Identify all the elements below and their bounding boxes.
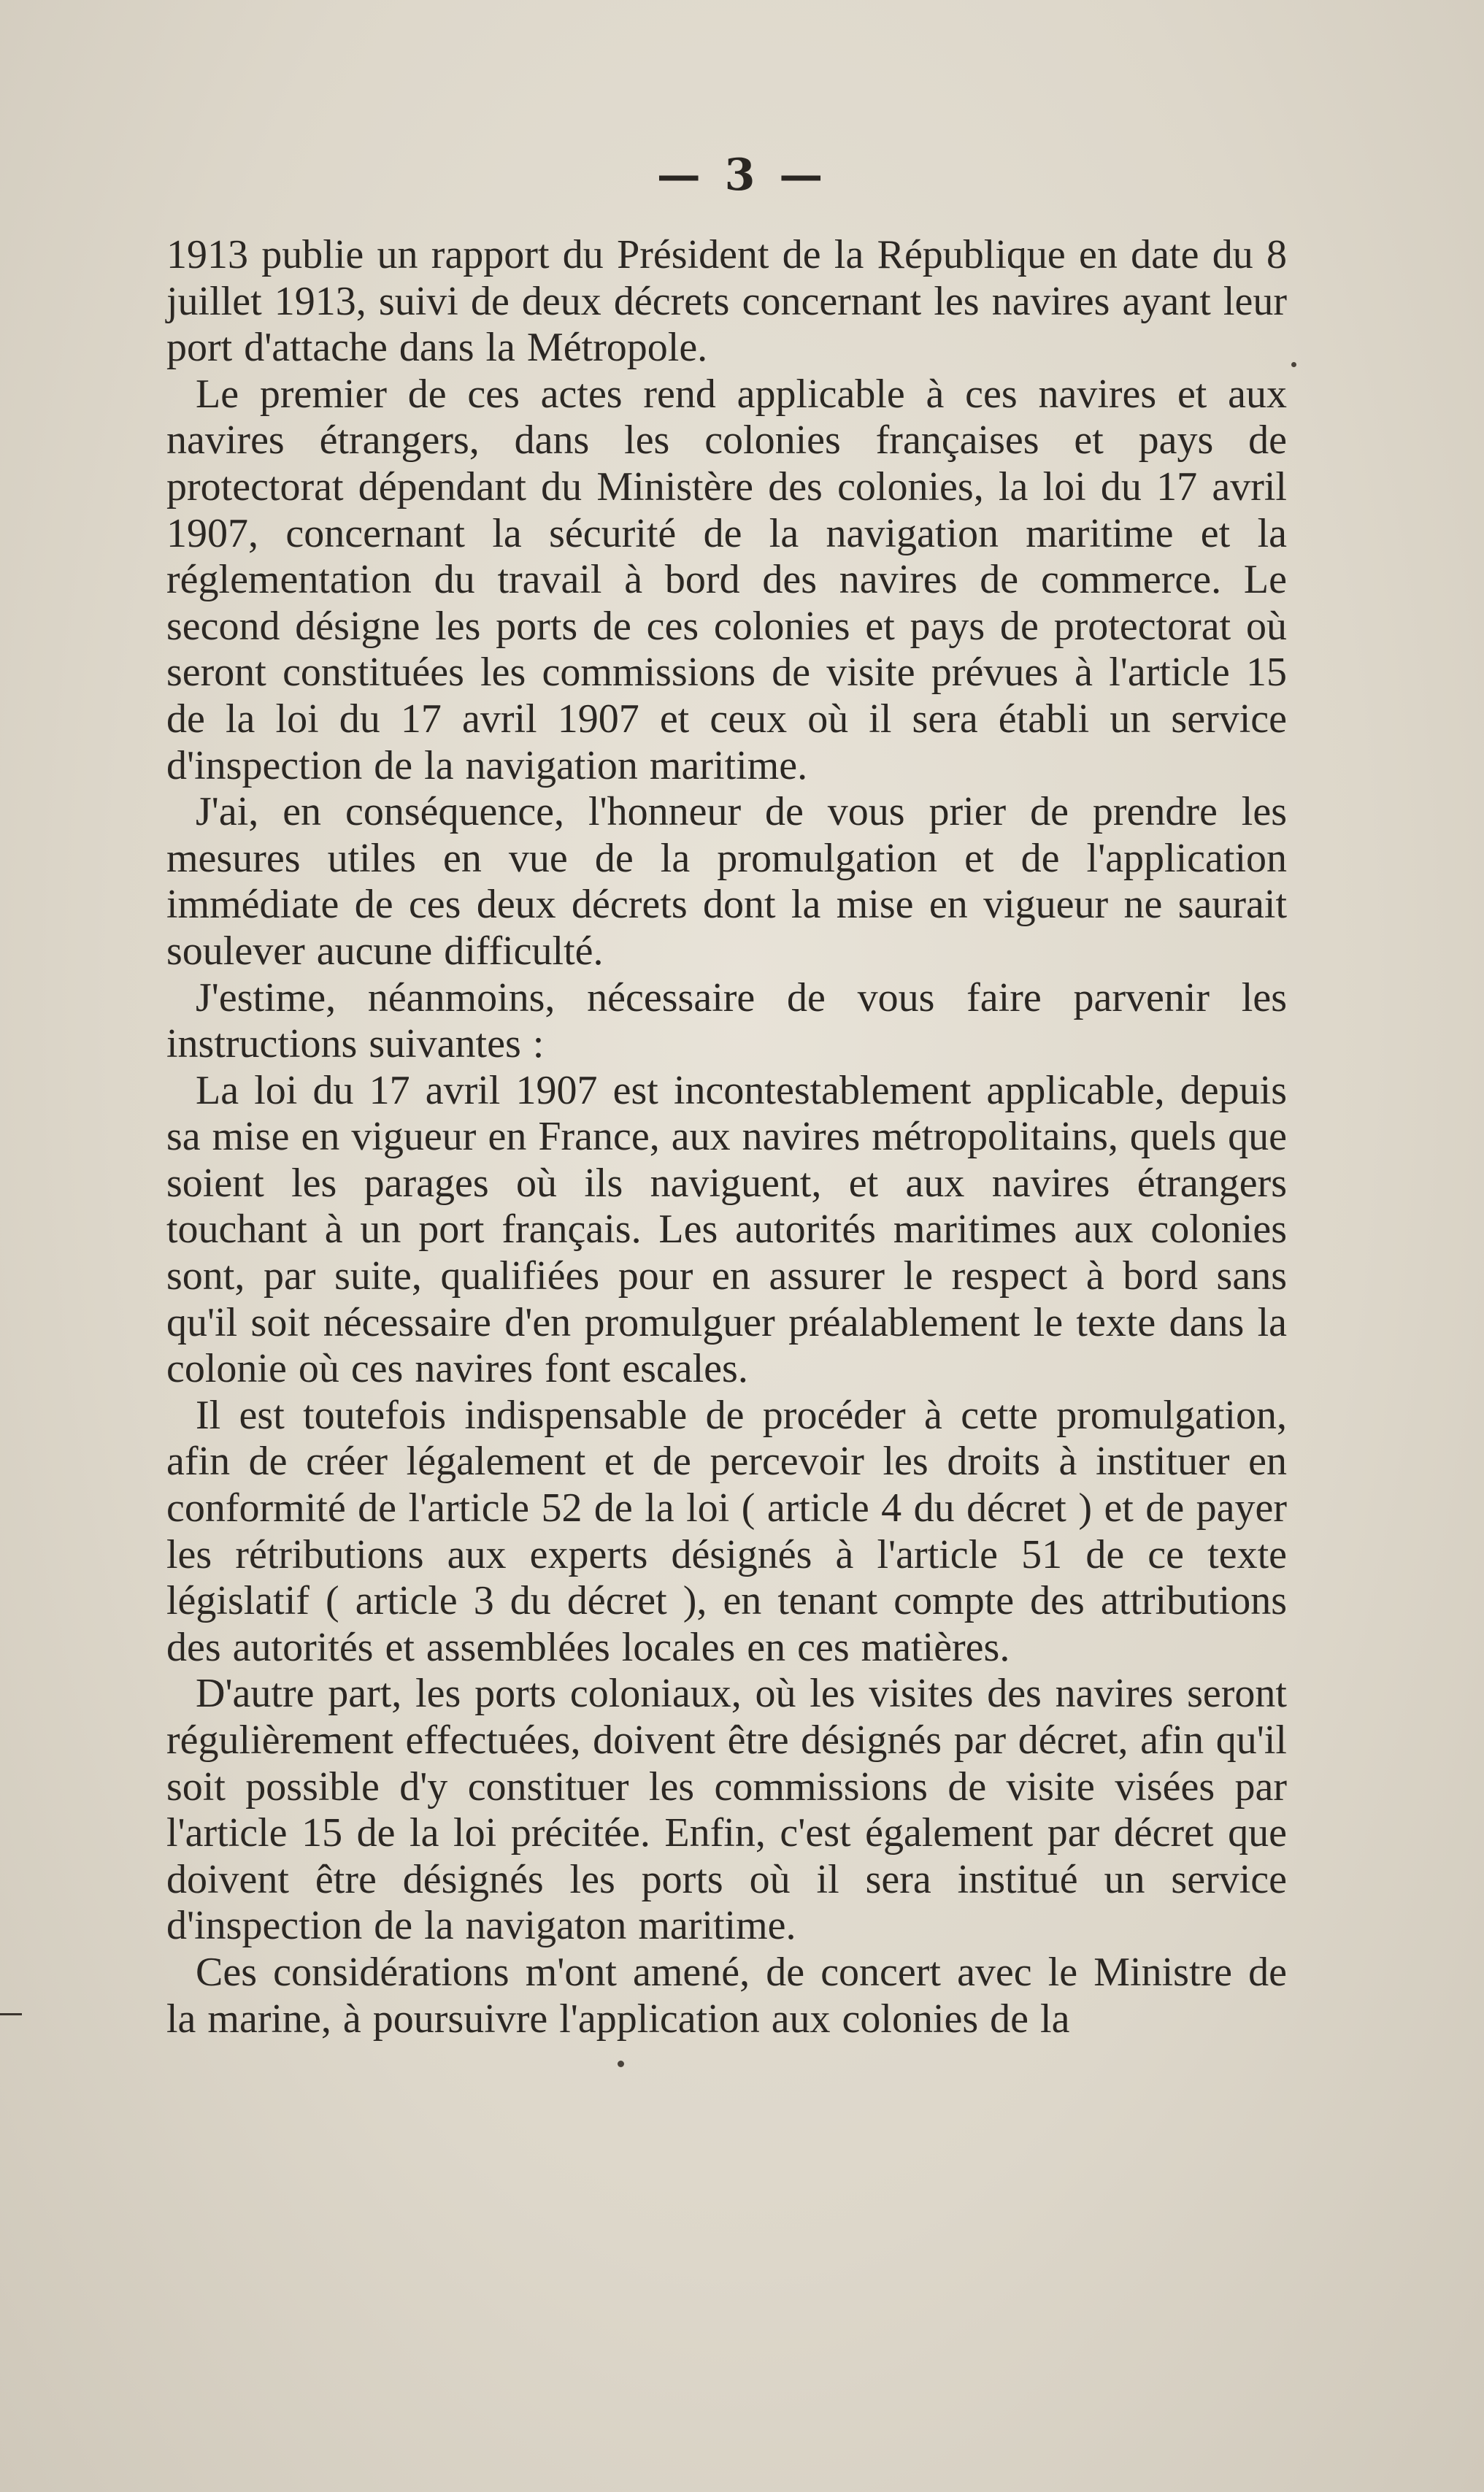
paragraph-1: 1913 publie un rapport du Président de la République en date du 8 juillet 1913, suivi de deux décrets concernant les navires ayant leur port d'attache dans la Métropole. (166, 232, 1287, 371)
paragraph-3: J'ai, en conséquence, l'honneur de vous prier de prendre les mesures utiles en vue de la promulgation et de l'application immédiate de ces deux décrets dont la mise en vigueur ne saurait soulever aucune difficulté. (166, 789, 1287, 974)
paragraph-6: Il est toutefois indispensable de procéder à cette promulgation, afin de créer légalement et de percevoir les droits à instituer en conformité de l'article 52 de la loi ( article 4 du décret ) et de payer les rétributions aux experts désignés à l'article 51 de ce texte législatif ( article 3 du décret ), en tenant compte des attributions des autorités et assemblées locales en ces matières. (166, 1392, 1287, 1670)
paragraph-4: J'estime, néanmoins, nécessaire de vous faire parvenir les instructions suivantes : (166, 974, 1287, 1067)
paragraph-8: Ces considérations m'ont amené, de concert avec le Ministre de la marine, à poursuivre l'application aux colonies de la (166, 1949, 1287, 2042)
paragraph-2: Le premier de ces actes rend applicable à ces navires et aux navires étrangers, dans les colonies françaises et pays de protectorat dépendant du Ministère des colonies, la loi du 17 avril 1907, concernant la sécurité de la navigation maritime et la réglementation du travail à bord des navires de commerce. Le second désigne les ports de ces colonies et pays de protectorat où seront constituées les commissions de visite prévues à l'article 15 de la loi du 17 avril 1907 et ceux où il sera établi un service d'inspection de la navigation maritime. (166, 371, 1287, 788)
ink-speck (1291, 362, 1296, 367)
margin-mark-left (0, 2013, 22, 2015)
paragraph-5: La loi du 17 avril 1907 est incontestablement applicable, depuis sa mise en vigueur en France, aux navires métropolitains, quels que soient les parages où ils naviguent, et aux navires étrangers touchant à un port français. Les autorités maritimes aux colonies sont, par suite, qualifiées pour en assurer le respect à bord sans qu'il soit nécessaire d'en promulguer préalablement le texte dans la colonie où ces navires font escales. (166, 1067, 1287, 1392)
paragraph-7: D'autre part, les ports coloniaux, où les visites des navires seront régulièrement effectuées, doivent être désignés par décret, afin qu'il soit possible d'y constituer les commissions de visite visées par l'article 15 de la loi précitée. Enfin, c'est également par décret que doivent être désignés les ports où il sera institué un service d'inspection de la navigaton maritime. (166, 1671, 1287, 1949)
ink-speck (618, 2061, 624, 2067)
page-number: — 3 — (656, 150, 828, 201)
body-text (166, 232, 1287, 2042)
